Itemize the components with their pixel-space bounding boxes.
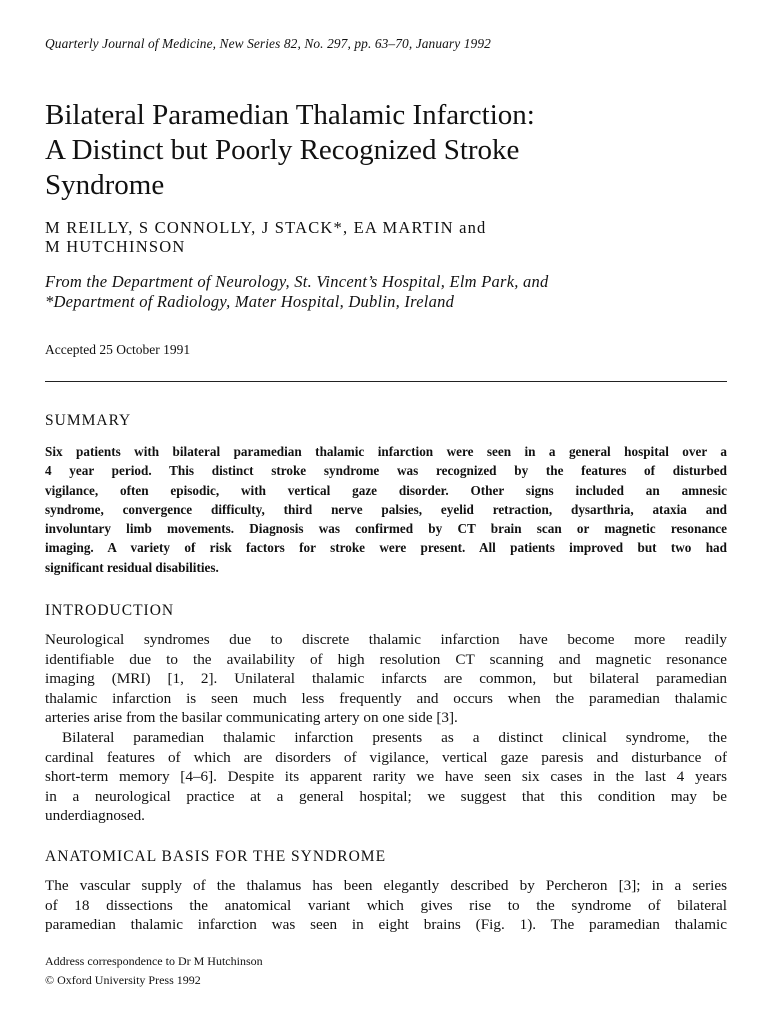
header-divider [45,381,727,382]
introduction-line: thalamic infarction is seen much less frequently and occurs when the paramedian thalamic [45,689,727,707]
summary-line: significant residual disabilities. [45,559,219,575]
anatomical-basis-line: of 18 dissections the anatomical variant which gives rise to the syndrome of bilateral [45,896,727,914]
summary-line: involuntary limb movements. Diagnosis was confirmed by CT brain scan or magnetic resonance [45,521,727,537]
introduction-line: Neurological syndromes due to discrete thalamic infarction have become more readily [45,631,727,648]
introduction-line: arteries arise from the basilar communicating artery on one side [3]. [45,709,458,727]
summary-heading: SUMMARY [45,412,132,429]
summary-line: vigilance, often episodic, with vertical gaze disorder. Other signs included an amnesic [45,482,727,498]
anatomical-basis-line: paramedian thalamic infarction was seen in eight brains (Fig. 1). The paramedian thalamic [45,916,727,934]
paper-title [45,98,727,203]
introduction-line: in a neurological practice at a general hospital; we suggest that this condition may be [45,787,727,805]
introduction-line: cardinal features of which are disorders of vigilance, vertical gaze paresis and disturbance of [45,748,727,766]
copyright-notice: © Oxford University Press 1992 [45,973,201,987]
title-line: Bilateral Paramedian Thalamic Infarction: [45,99,535,131]
title-line: A Distinct but Poorly Recognized Stroke [45,134,520,166]
affiliation [45,272,727,312]
anatomical-basis-heading: ANATOMICAL BASIS FOR THE SYNDROME [45,848,387,865]
introduction-line: Bilateral paramedian thalamic infarction presents as a distinct clinical syndrome, the [62,728,727,746]
introduction-line: identifiable due to the availability of high resolution CT scanning and magnetic resonance [45,650,727,668]
anatomical-basis-body [45,876,727,935]
affiliation-line: *Department of Radiology, Mater Hospital, Dublin, Ireland [45,292,455,311]
introduction-line: imaging (MRI) [1, 2]. Unilateral thalamic infarcts are common, but bilateral paramedian [45,670,727,688]
authors-line: M REILLY, S CONNOLLY, J STACK*, EA MARTIN and [45,218,487,237]
introduction-body [45,630,727,826]
introduction-line: underdiagnosed. [45,807,145,825]
title-line: Syndrome [45,169,165,201]
accepted-date: Accepted 25 October 1991 [45,342,191,357]
affiliation-line: From the Department of Neurology, St. Vincent’s Hospital, Elm Park, and [45,272,549,291]
anatomical-basis-line: The vascular supply of the thalamus has been elegantly described by Percheron [3]; in a series [45,877,727,894]
summary-body [45,442,727,577]
journal-reference: Quarterly Journal of Medicine, New Series 82, No. 297, pp. 63–70, January 1992 [45,36,491,51]
summary-line: syndrome, convergence difficulty, third nerve palsies, eyelid retraction, dysarthria, ataxia and [45,501,727,517]
summary-line: Six patients with bilateral paramedian thalamic infarction were seen in a general hospital over a [45,444,727,459]
introduction-line: short-term memory [4–6]. Despite its apparent rarity we have seen six cases in the last 4 years [45,768,727,786]
authors [45,218,727,256]
authors-line: M HUTCHINSON [45,237,186,256]
page-footer [45,952,263,990]
summary-line: imaging. A variety of risk factors for stroke were present. All patients improved but two had [45,540,727,556]
introduction-heading: INTRODUCTION [45,602,175,619]
correspondence-note: Address correspondence to Dr M Hutchinson [45,954,263,968]
summary-line: 4 year period. This distinct stroke syndrome was recognized by the features of disturbed [45,463,727,479]
